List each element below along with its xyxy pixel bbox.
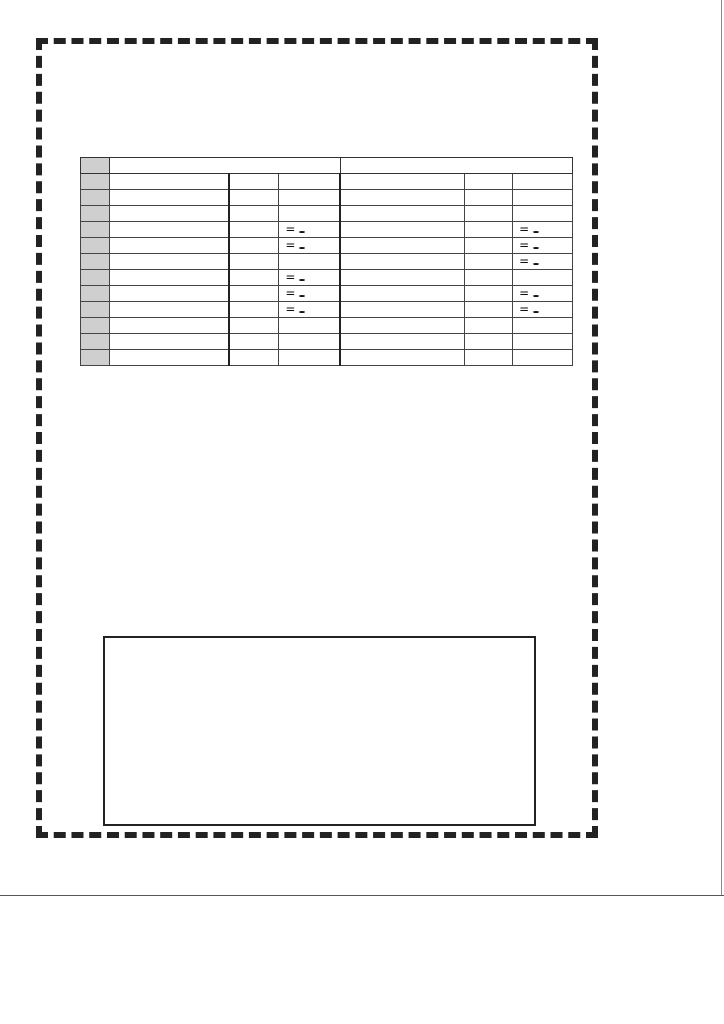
units-digits <box>340 270 465 286</box>
tens-number-cell <box>229 254 279 270</box>
tens-power-cell <box>279 350 340 366</box>
tens-power-cell <box>279 174 340 190</box>
row-number <box>81 270 110 286</box>
units-header <box>340 158 572 174</box>
table-row <box>81 334 573 350</box>
units-number-cell <box>465 238 513 254</box>
row-number <box>81 206 110 222</box>
units-digits <box>340 334 465 350</box>
circled-power <box>533 247 539 249</box>
table-row <box>81 174 573 190</box>
units-power-cell: = <box>513 254 573 270</box>
tens-number-cell <box>229 334 279 350</box>
table-row <box>81 206 573 222</box>
table-row <box>81 286 573 302</box>
row-number <box>81 190 110 206</box>
units-digits <box>340 302 465 318</box>
circled-power <box>533 231 539 233</box>
row-number <box>81 254 110 270</box>
table-row <box>81 238 573 254</box>
units-power-cell <box>513 318 573 334</box>
units-digits <box>340 318 465 334</box>
tens-power-cell: = <box>279 286 340 302</box>
tens-power-cell <box>279 254 340 270</box>
tens-header <box>110 158 340 174</box>
units-digits <box>340 254 465 270</box>
units-power-cell: = <box>513 238 573 254</box>
units-power-cell <box>513 350 573 366</box>
row-number <box>81 286 110 302</box>
units-number-cell <box>465 174 513 190</box>
units-digits <box>340 190 465 206</box>
tens-digits <box>110 174 229 190</box>
tens-number-cell <box>229 318 279 334</box>
tens-power-cell: = <box>279 302 340 318</box>
summary-box <box>103 636 536 826</box>
units-number-cell <box>465 270 513 286</box>
circled-power <box>533 295 539 297</box>
tens-number-cell <box>229 190 279 206</box>
circled-power <box>299 295 305 297</box>
circled-power <box>533 263 539 265</box>
units-power-cell <box>513 190 573 206</box>
tens-digits <box>110 350 229 366</box>
table-row <box>81 270 573 286</box>
tens-number-cell <box>229 270 279 286</box>
units-digits <box>340 238 465 254</box>
units-power-cell: = <box>513 286 573 302</box>
units-power-cell: = <box>513 222 573 238</box>
row-number <box>81 318 110 334</box>
tens-digits <box>110 254 229 270</box>
units-digits <box>340 174 465 190</box>
units-number-cell <box>465 222 513 238</box>
tens-number-cell <box>229 350 279 366</box>
bottom-line <box>0 895 724 896</box>
tens-digits <box>110 334 229 350</box>
units-number-cell <box>465 302 513 318</box>
units-power-cell <box>513 174 573 190</box>
table-row <box>81 254 573 270</box>
tens-power-cell <box>279 318 340 334</box>
units-digits <box>340 222 465 238</box>
units-digits <box>340 206 465 222</box>
row-number <box>81 350 110 366</box>
table-row <box>81 302 573 318</box>
tens-power-cell <box>279 334 340 350</box>
units-number-cell <box>465 286 513 302</box>
units-number-cell <box>465 350 513 366</box>
tens-number-cell <box>229 222 279 238</box>
units-power-cell: = <box>513 302 573 318</box>
tens-digits <box>110 270 229 286</box>
row-number <box>81 174 110 190</box>
table-row <box>81 318 573 334</box>
units-number-cell <box>465 190 513 206</box>
corner-cell <box>81 158 110 174</box>
table-body <box>81 174 573 366</box>
tens-number-cell <box>229 302 279 318</box>
tens-number-cell <box>229 174 279 190</box>
units-number-cell <box>465 254 513 270</box>
units-power-cell <box>513 270 573 286</box>
units-digits <box>340 286 465 302</box>
row-number <box>81 334 110 350</box>
circled-power <box>299 311 305 313</box>
tens-digits <box>110 318 229 334</box>
tens-power-cell: = <box>279 270 340 286</box>
table-row <box>81 222 573 238</box>
units-digits <box>340 350 465 366</box>
circled-power <box>299 247 305 249</box>
tens-power-cell: = <box>279 222 340 238</box>
forecast-table <box>80 157 573 366</box>
tens-digits <box>110 206 229 222</box>
units-number-cell <box>465 206 513 222</box>
row-number <box>81 302 110 318</box>
tens-digits <box>110 238 229 254</box>
tens-digits <box>110 222 229 238</box>
circled-power <box>299 231 305 233</box>
circled-power <box>533 311 539 313</box>
tens-digits <box>110 302 229 318</box>
tens-number-cell <box>229 206 279 222</box>
circled-power <box>299 279 305 281</box>
tens-digits <box>110 286 229 302</box>
row-number <box>81 238 110 254</box>
tens-power-cell: = <box>279 238 340 254</box>
row-number <box>81 222 110 238</box>
edge-line <box>721 0 722 895</box>
units-power-cell <box>513 206 573 222</box>
units-number-cell <box>465 334 513 350</box>
table-row <box>81 350 573 366</box>
tens-digits <box>110 190 229 206</box>
units-power-cell <box>513 334 573 350</box>
tens-power-cell <box>279 206 340 222</box>
tens-number-cell <box>229 286 279 302</box>
tens-power-cell <box>279 190 340 206</box>
tens-number-cell <box>229 238 279 254</box>
units-number-cell <box>465 318 513 334</box>
table-row <box>81 190 573 206</box>
